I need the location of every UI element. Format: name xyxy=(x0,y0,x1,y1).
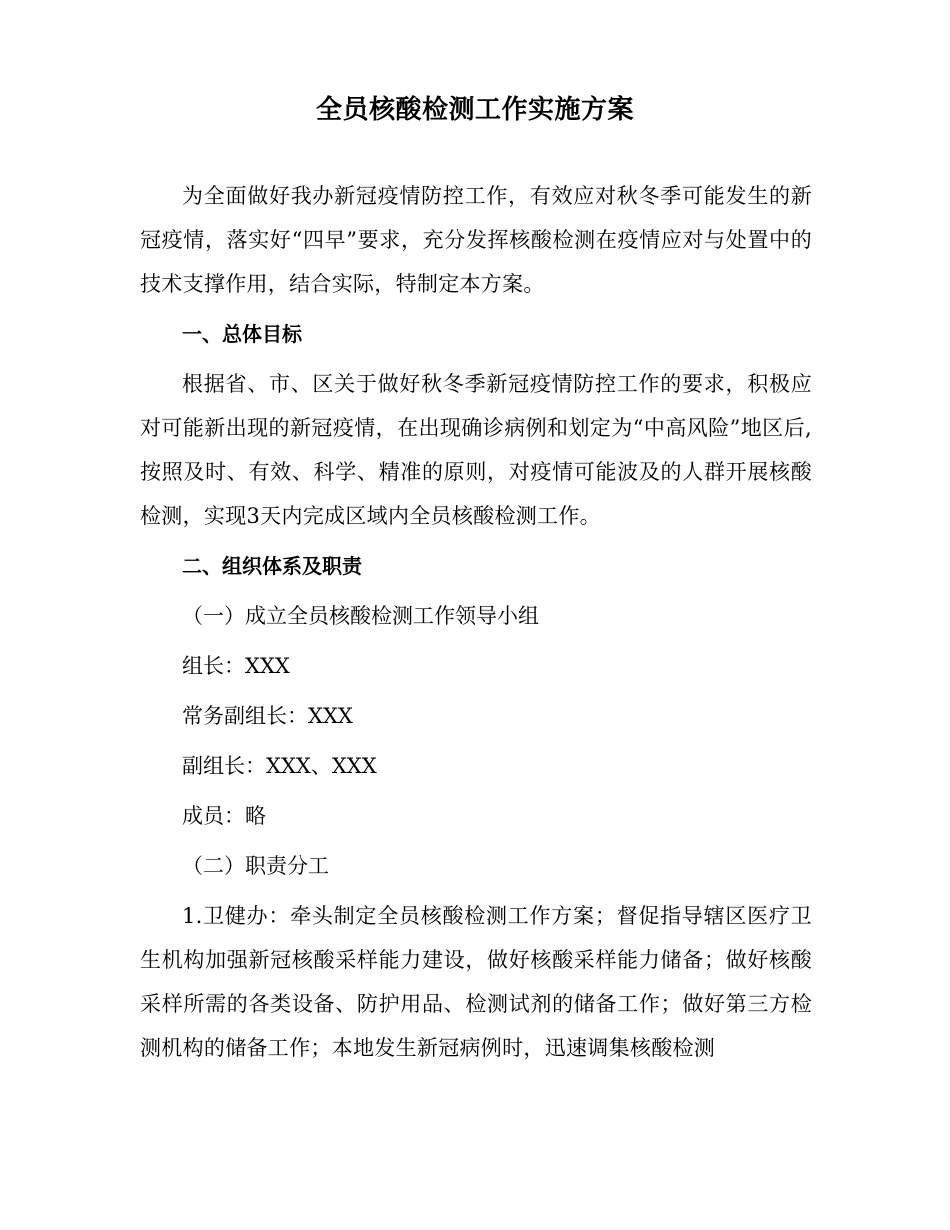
deputies-line: 副组长：XXX、XXX xyxy=(182,754,377,778)
document-title: 全员核酸检测工作实施方案 xyxy=(315,95,634,125)
section-2-heading: 二、组织体系及职责 xyxy=(182,554,362,578)
subsection-2-heading: （二）职责分工 xyxy=(182,854,329,878)
leader-line: 组长：XXX xyxy=(182,654,290,678)
executive-deputy-line: 常务副组长：XXX xyxy=(182,704,353,728)
section-1-heading: 一、总体目标 xyxy=(182,322,302,346)
section-1-paragraph: 根据省、市、区关于做好秋冬季新冠疫情防控工作的要求，积极应对可能新出现的新冠疫情，在出现确诊病例和划定为“中高风险”地区后,按照及时、有效、科学、精准的原则，对疫情可能波及的人群开展核酸检测，实现3天内完成区域内全员核酸检测工作。 xyxy=(140,372,812,528)
document-body xyxy=(140,174,812,1070)
members-line: 成员：略 xyxy=(182,804,266,828)
subsection-1-heading: （一）成立全员核酸检测工作领导小组 xyxy=(182,604,539,628)
duty-1-paragraph: 1.卫健办：牵头制定全员核酸检测工作方案；督促指导辖区医疗卫生机构加强新冠核酸采样能力建设，做好核酸采样能力储备；做好核酸采样所需的各类设备、防护用品、检测试剂的储备工作；做好第三方检测机构的储备工作；本地发生新冠病例时，迅速调集核酸检测 xyxy=(140,904,812,1060)
intro-paragraph: 为全面做好我办新冠疫情防控工作，有效应对秋冬季可能发生的新冠疫情，落实好“四早”要求，充分发挥核酸检测在疫情应对与处置中的技术支撑作用，结合实际，特制定本方案。 xyxy=(140,184,812,296)
